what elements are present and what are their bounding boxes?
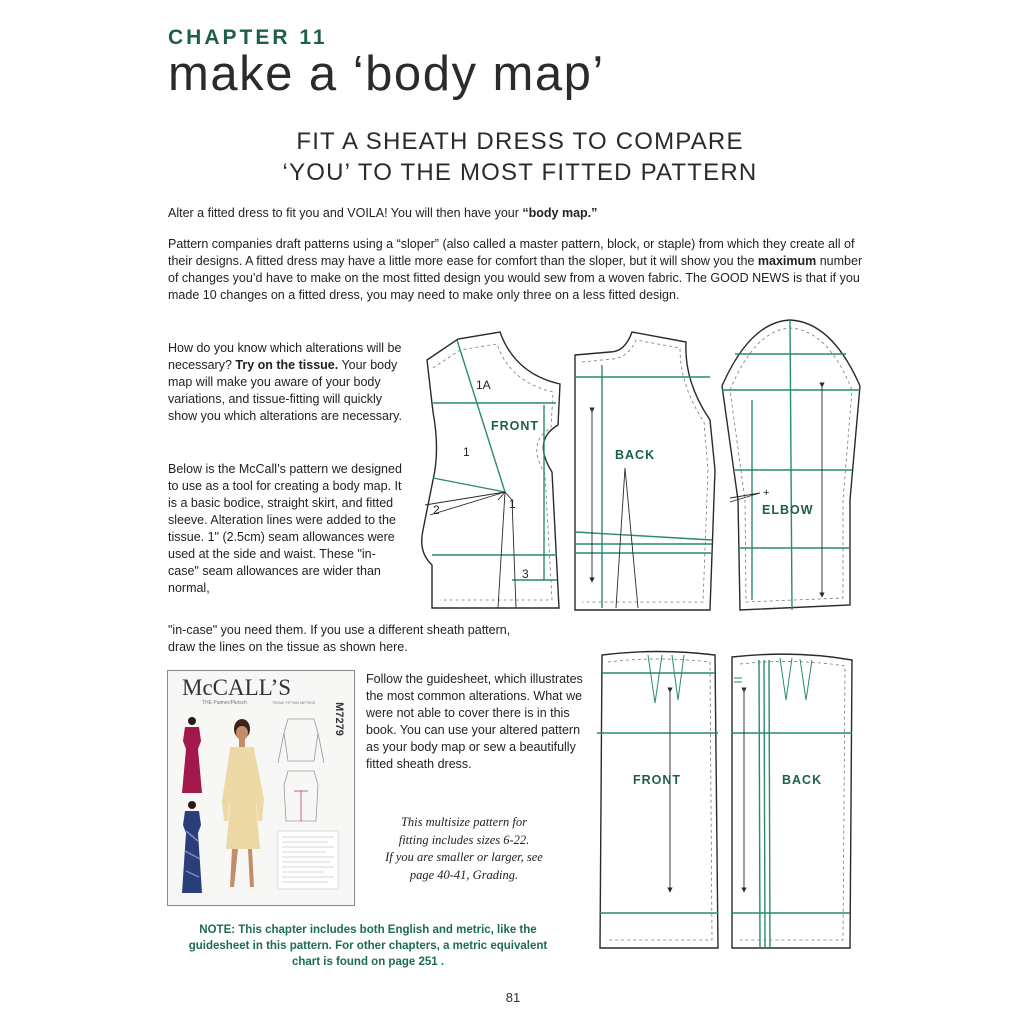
skirt-back-piece — [732, 654, 852, 948]
chapter-label: CHAPTER 11 — [168, 26, 328, 49]
alterations-bold: Try on the tissue. — [235, 358, 339, 372]
mccalls-paragraph-tail: "in-case" you need them. If you use a different sheath pattern, draw the lines on the tissue as shown here. — [168, 623, 511, 654]
alterations-text-1: How do you know which alterations will be necessary? — [168, 341, 402, 372]
envelope-subtitle2: TISSUE FITTING METHOD — [272, 701, 316, 705]
intro-text: Alter a fitted dress to fit you and VOILA! You will then have your — [168, 206, 523, 220]
chapter-title: make a ‘body map’ — [168, 47, 605, 101]
marker-2: 2 — [433, 503, 440, 517]
skirt-back-label: BACK — [782, 773, 823, 787]
envelope-subtitle: THE Palmer/Pletsch — [202, 700, 248, 706]
caption-line4: page 40-41, Grading. — [409, 867, 519, 882]
marker-1-upper: 1 — [463, 445, 470, 459]
body-bold: maximum — [757, 254, 817, 268]
marker-plus: + — [763, 487, 770, 499]
caption-line3: If you are smaller or larger, see — [385, 850, 543, 864]
skirt-front-piece — [597, 652, 718, 949]
marker-3: 3 — [522, 567, 529, 581]
guidesheet-paragraph: Follow the guidesheet, which illustrates the most common alterations. What we were not able to cover there is in this book. You can use your altered pattern as your body map or sew a beautifully fitted sheath dress. — [366, 672, 583, 771]
sleeve-piece — [722, 320, 860, 610]
body-text-2: number of changes you’d have to make on the most fitted design you would sew from a woven fabric. The GOOD NEWS is that if you made 10 changes on a fitted dress, you may need to make only three on a less fitted design. — [168, 254, 863, 302]
mccalls-paragraph: Below is the McCall’s pattern we designed to use as a tool for creating a body map. It is a basic bodice, straight skirt, and fitted sleeve. Alteration lines were added to the tissue. 1" (2.5cm) seam allowances were used at the side and waist. These "in-case" seam allowances are wider than normal, — [168, 462, 402, 595]
alterations-text-2: Your body map will make you aware of your body variations, and tissue-fitting will quickly show you which alterations are necessary. — [168, 358, 402, 423]
envelope-pattern-number: M7279 — [333, 702, 346, 736]
skirt-front-label: FRONT — [633, 773, 682, 787]
bodice-front-label: FRONT — [491, 419, 540, 433]
sleeve-elbow-label: ELBOW — [762, 503, 814, 517]
marker-1a: 1A — [476, 378, 491, 392]
section-heading-line2: ‘YOU’ TO THE MOST FITTED PATTERN — [282, 159, 758, 186]
page-number: 81 — [505, 990, 521, 1005]
marker-1-lower: 1 — [509, 497, 516, 511]
body-text-1: Pattern companies draft patterns using a “sloper” (also called a master pattern, block, or staple) from which they create all of their designs. A fitted dress may have a little more ease for comfort than the sloper, but it will show you the — [168, 237, 855, 268]
intro-bold: “body map.” — [522, 206, 598, 220]
caption-line2: fitting includes sizes 6-22. — [398, 832, 530, 847]
note-line1: NOTE: This chapter includes both English and metric, like the — [199, 924, 537, 936]
envelope-brand: McCALL’S — [182, 675, 292, 700]
note-line3: chart is found on page 251 . — [291, 956, 445, 968]
bodice-front-piece — [422, 332, 560, 608]
note-line2: guidesheet in this pattern. For other chapters, a metric equivalent — [188, 940, 548, 952]
caption-line1: This multisize pattern for — [400, 815, 528, 829]
bodice-back-piece — [575, 332, 715, 610]
bodice-back-label: BACK — [615, 448, 656, 462]
section-heading-line1: FIT A SHEATH DRESS TO COMPARE — [296, 128, 744, 155]
